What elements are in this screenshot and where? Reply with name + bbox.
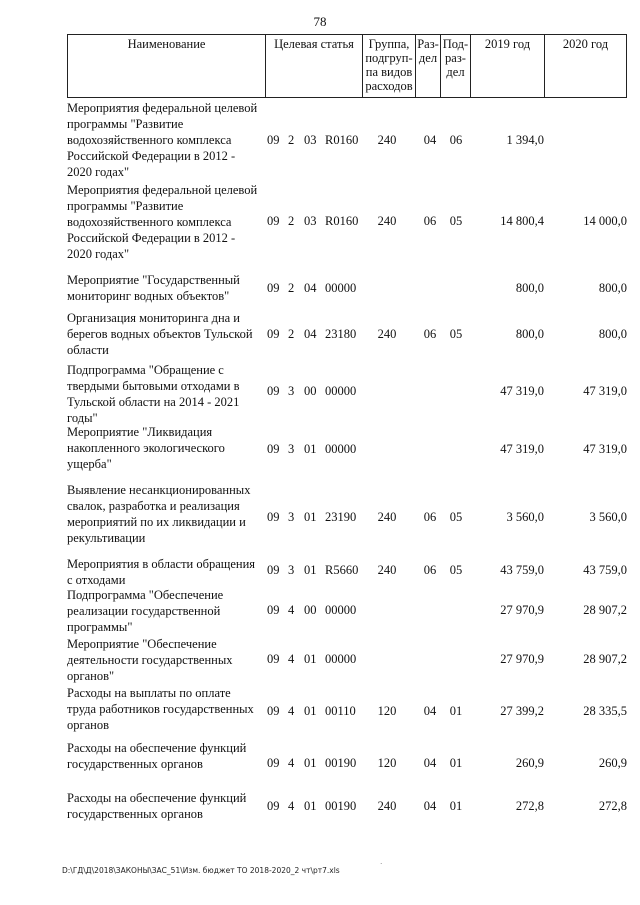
cell-c3: 01 <box>304 510 317 524</box>
row-name: Подпрограмма "Обращение с твердыми бытовыми отходами в Тульской области на 2014 - 2021 годы" <box>67 363 240 425</box>
header-group: Группа, подгруп-па видов расходов <box>362 34 415 98</box>
cell-c4: 00000 <box>325 281 357 295</box>
cell-c1: 09 <box>267 214 280 228</box>
cell-y2019: 800,0 <box>515 327 544 341</box>
table-row <box>67 182 627 262</box>
cell-pr: 01 <box>449 756 463 770</box>
cell-c3: 04 <box>304 281 317 295</box>
cell-y2019: 3 560,0 <box>506 510 544 524</box>
cell-y2019: 27 970,9 <box>500 603 544 617</box>
cell-c1: 09 <box>267 327 280 341</box>
cell-y2019: 800,0 <box>515 281 544 295</box>
page-number: 78 <box>313 14 327 29</box>
cell-c3: 04 <box>304 327 317 341</box>
cell-c3: 03 <box>304 214 317 228</box>
cell-c3: 01 <box>304 799 317 813</box>
table-row <box>67 100 627 182</box>
cell-c4: 00110 <box>325 704 356 718</box>
cell-c1: 09 <box>267 133 280 147</box>
row-name: Организация мониторинга дна и берегов водных объектов Тульской области <box>67 311 253 357</box>
cell-c1: 09 <box>267 510 280 524</box>
cell-pr: 05 <box>449 510 463 524</box>
cell-c1: 09 <box>267 563 280 577</box>
row-name: Мероприятия федеральной целевой программы "Развитие водохозяйственного комплекса Российской Федерации в 2012 - 2020 годах" <box>67 101 258 179</box>
cell-rz: 04 <box>423 799 437 813</box>
cell-c2: 4 <box>288 756 295 770</box>
cell-y2019: 260,9 <box>515 756 544 770</box>
cell-grp: 240 <box>377 510 397 524</box>
cell-c2: 3 <box>288 563 295 577</box>
cell-c1: 09 <box>267 603 280 617</box>
cell-c4: 00000 <box>325 384 357 398</box>
cell-y2020: 43 759,0 <box>583 563 627 577</box>
cell-y2019: 43 759,0 <box>500 563 544 577</box>
cell-c3: 01 <box>304 756 317 770</box>
cell-y2019: 272,8 <box>515 799 544 813</box>
cell-c4: 23190 <box>325 510 357 524</box>
cell-c3: 01 <box>304 652 317 666</box>
cell-y2020: 14 000,0 <box>583 214 627 228</box>
cell-c1: 09 <box>267 652 280 666</box>
cell-c2: 3 <box>288 442 295 456</box>
row-name: Мероприятия федеральной целевой программы "Развитие водохозяйственного комплекса Российской Федерации в 2012 - 2020 годах" <box>67 183 258 261</box>
table-row <box>67 685 627 739</box>
row-name: Мероприятие "Обеспечение деятельности государственных органов" <box>67 637 233 683</box>
cell-y2020: 800,0 <box>598 281 627 295</box>
cell-y2020: 28 335,5 <box>583 704 627 718</box>
cell-c2: 2 <box>288 133 295 147</box>
cell-c3: 01 <box>304 704 317 718</box>
cell-c4: 00000 <box>325 652 357 666</box>
cell-c1: 09 <box>267 281 280 295</box>
row-name: Расходы на выплаты по оплате труда работников государственных органов <box>67 686 254 732</box>
cell-c3: 00 <box>304 384 317 398</box>
cell-c4: 00000 <box>325 442 357 456</box>
header-podrazdel: Под-раз-дел <box>440 34 470 98</box>
cell-c4: R5660 <box>325 563 359 577</box>
cell-c3: 00 <box>304 603 317 617</box>
file-path-footer: D:\ГД\Д\2018\ЗАКОНЫ\ЗАС_51\Изм. бюджет ТО 2018-2020_2 чт\рт7.xls <box>62 866 340 875</box>
cell-y2020: 28 907,2 <box>583 652 627 666</box>
cell-rz: 04 <box>423 756 437 770</box>
cell-y2019: 14 800,4 <box>500 214 544 228</box>
table-row <box>67 272 627 306</box>
cell-y2019: 47 319,0 <box>500 442 544 456</box>
cell-rz: 04 <box>423 704 437 718</box>
cell-c3: 01 <box>304 442 317 456</box>
table-row <box>67 587 627 635</box>
cell-rz: 06 <box>423 327 437 341</box>
header-2020: 2020 год <box>544 34 627 98</box>
cell-pr: 01 <box>449 799 463 813</box>
header-razdel: Раз-дел <box>415 34 440 98</box>
cell-grp: 120 <box>377 756 397 770</box>
table-row <box>67 424 627 476</box>
cell-c1: 09 <box>267 756 280 770</box>
row-name: Выявление несанкционированных свалок, разработка и реализация мероприятий по их ликвидации и рекультивации <box>67 483 251 545</box>
cell-pr: 06 <box>449 133 463 147</box>
cell-y2019: 47 319,0 <box>500 384 544 398</box>
cell-c1: 09 <box>267 704 280 718</box>
cell-pr: 05 <box>449 563 463 577</box>
table-row <box>67 362 627 425</box>
cell-rz: 06 <box>423 510 437 524</box>
cell-grp: 240 <box>377 214 397 228</box>
cell-c2: 3 <box>288 384 295 398</box>
cell-pr: 01 <box>449 704 463 718</box>
cell-y2020: 47 319,0 <box>583 442 627 456</box>
cell-y2020: 28 907,2 <box>583 603 627 617</box>
row-name: Мероприятие "Ликвидация накопленного экологического ущерба" <box>67 425 225 471</box>
cell-c2: 4 <box>288 799 295 813</box>
table-row <box>67 556 627 586</box>
cell-y2019: 27 399,2 <box>500 704 544 718</box>
table-header <box>67 34 627 98</box>
header-2019: 2019 год <box>470 34 544 98</box>
cell-grp: 240 <box>377 799 397 813</box>
cell-c1: 09 <box>267 799 280 813</box>
cell-grp: 240 <box>377 133 397 147</box>
cell-rz: 06 <box>423 214 437 228</box>
table-row <box>67 310 627 360</box>
row-name: Расходы на обеспечение функций государственных органов <box>67 741 247 771</box>
cell-y2019: 1 394,0 <box>506 133 544 147</box>
cell-c3: 01 <box>304 563 317 577</box>
cell-c2: 4 <box>288 652 295 666</box>
cell-y2020: 3 560,0 <box>589 510 627 524</box>
cell-c4: 00190 <box>325 799 357 813</box>
cell-c2: 4 <box>288 704 295 718</box>
header-name: Наименование <box>67 34 265 98</box>
cell-grp: 240 <box>377 563 397 577</box>
cell-pr: 05 <box>449 214 463 228</box>
cell-c4: 00000 <box>325 603 357 617</box>
cell-y2020: 272,8 <box>598 799 627 813</box>
cell-grp: 120 <box>377 704 397 718</box>
table-row <box>67 482 627 554</box>
cell-c2: 2 <box>288 214 295 228</box>
row-name: Подпрограмма "Обеспечение реализации государственной программы" <box>67 588 224 634</box>
row-name: Расходы на обеспечение функций государственных органов <box>67 791 247 821</box>
cell-c3: 03 <box>304 133 317 147</box>
table-row <box>67 636 627 684</box>
cell-y2019: 27 970,9 <box>500 652 544 666</box>
cell-rz: 04 <box>423 133 437 147</box>
cell-y2020: 260,9 <box>598 756 627 770</box>
cell-y2020: 800,0 <box>598 327 627 341</box>
cell-c1: 09 <box>267 384 280 398</box>
cell-c2: 2 <box>288 327 295 341</box>
cell-grp: 240 <box>377 327 397 341</box>
cell-c4: 00190 <box>325 756 357 770</box>
cell-c4: R0160 <box>325 214 359 228</box>
cell-c2: 3 <box>288 510 295 524</box>
cell-c4: 23180 <box>325 327 357 341</box>
row-name: Мероприятия в области обращения с отходами <box>67 557 256 587</box>
table-row <box>67 790 627 824</box>
table-row <box>67 740 627 788</box>
row-name: Мероприятие "Государственный мониторинг водных объектов" <box>67 273 240 303</box>
cell-c2: 4 <box>288 603 295 617</box>
cell-y2020: 47 319,0 <box>583 384 627 398</box>
header-target: Целевая статья <box>265 34 362 98</box>
cell-pr: 05 <box>449 327 463 341</box>
cell-c1: 09 <box>267 442 280 456</box>
cell-c2: 2 <box>288 281 295 295</box>
cell-rz: 06 <box>423 563 437 577</box>
cell-c4: R0160 <box>325 133 359 147</box>
